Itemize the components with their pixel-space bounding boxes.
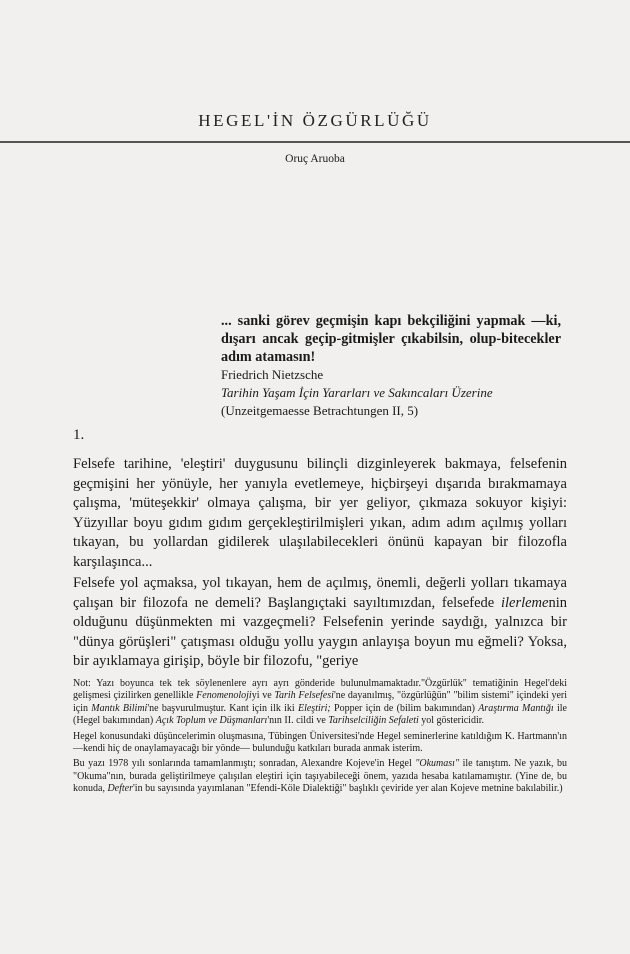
book-title: Mantık Bilimi — [91, 702, 148, 714]
section-number: 1. — [73, 427, 85, 443]
article-author: Oruç Aruoba — [285, 153, 345, 165]
body-paragraph-2 — [73, 574, 567, 672]
epigraph-work-title: Tarihin Yaşam İçin Yararları ve Sakıncaları Üzerine — [221, 385, 493, 400]
note-text: Not: Yazı boyunca tek tek söylenenlere ayrı ayrı gönderide bulunulmamaktadır."Özgürlük" tematiğinin Hegel'deki gelişmesi çizilirken genellikle — [73, 678, 567, 702]
note-text: ile (Hegel bakımından) — [73, 702, 567, 727]
article-title: HEGEL'İN ÖZGÜRLÜĞÜ — [198, 111, 432, 130]
footnote-2: Hegel konusundaki düşüncelerimin oluşmasına, Tübingen Üniversitesi'nde Hegel seminerlerine katıldığım K. Hartmann'ın —kendi hiç de onaylamayacağı bir yönde— bulunduğu katkıları burada anmak isterim. — [73, 730, 567, 755]
note-text: Popper için de (bilim bakımından) — [330, 702, 479, 714]
footnote-1 — [73, 678, 567, 728]
epigraph-source: (Unzeitgemaesse Betrachtungen II, 5) — [221, 403, 419, 418]
book-title: Araştırma Mantığı — [478, 702, 554, 714]
note-text: yi ve — [251, 690, 275, 702]
paragraph-text: Felsefe yol açmaksa, yol tıkayan, hem de açılmış, önemli, değerli yolları tıkamaya çalışan bir filozofa ne demeli? Başlangıçtaki sayıltımızdan, felsefede — [73, 575, 567, 611]
book-title: Eleştiri; — [297, 702, 331, 714]
epigraph-quote: ... sanki görev geçmişin kapı bekçiliğini yapmak —ki, dışarı ancak geçip-gitmişler çıkabilsin, olup-bitecekler adım atamasın! — [221, 313, 561, 365]
epigraph-author: Friedrich Nietzsche — [221, 367, 324, 382]
book-title: Tarihselciliğin Sefaleti — [328, 715, 419, 727]
book-title: Fenomenoloji — [196, 690, 252, 702]
footnote-3 — [73, 758, 567, 795]
title-divider — [0, 141, 630, 143]
note-text: yol göstericidir. — [418, 715, 485, 727]
book-title: Açık Toplum ve Düşmanları — [155, 715, 268, 727]
journal-title: Defter — [107, 783, 133, 795]
emphasis-text: ilerleme — [500, 594, 549, 611]
book-title: Tarih Felsefesi — [274, 690, 334, 702]
body-paragraph-1: Felsefe tarihine, 'eleştiri' duygusunu bilinçli dizginleyerek bakmaya, felsefenin geçmişini her yönüyle, her yanıyla evetlemeye, hiçbirşeyi dışarıda bırakmamaya çalışma, 'müteşekkir' olmaya çalışma, bir yer geliyor, çıkmaza sokuyor kişiyi: Yüzyıllar boyu gıdım gıdım gerçekleştirilmişleri yıkan, adım adım açılmış yolları tıkayan, bu yollardan gidilerek ulaşılabilecekleri önünü kapayan bir filozofla karşılaşınca... — [73, 456, 567, 570]
paragraph-text: nin olduğunu düşünmekten mi vazgeçmeli? Felsefenin yerinde saydığı, yalnızca bir "dünya görüşleri" çatışması olduğu yollu yaygın anlayışa boyun mu eğmeli? Yoksa, bir ayıklamaya girişip, böyle bir filozofu, "geriye — [73, 594, 567, 670]
note-text: 'nın II. cildi ve — [267, 715, 329, 727]
footnotes — [73, 678, 567, 799]
book-title: "Okuması" — [415, 758, 460, 770]
note-text: 'ne dayanılmış, "özgürlüğün" "bilim sistemi" içindeki yeri için — [73, 690, 568, 714]
epigraph — [221, 312, 561, 420]
note-text: 'in bu sayısında yayımlanan "Efendi-Köle Dialektiği" başlıklı çeviride yer alan Kojeve metnine bakılabilir.) — [133, 783, 563, 795]
note-text: 'ne başvurulmuştur. Kant için ilk iki — [147, 702, 298, 714]
note-text: ile tanıştım. Ne yazık, bu "Okuma"nın, burada geliştirilmeye çalışılan eleştiri için taşıyabileceği önem, yazıda hesaba katılamamıştır. (Yine de, bu konuda, — [73, 758, 567, 795]
note-text: Bu yazı 1978 yılı sonlarında tamamlanmıştı; sonradan, Alexandre Kojeve'in Hegel — [73, 758, 416, 770]
